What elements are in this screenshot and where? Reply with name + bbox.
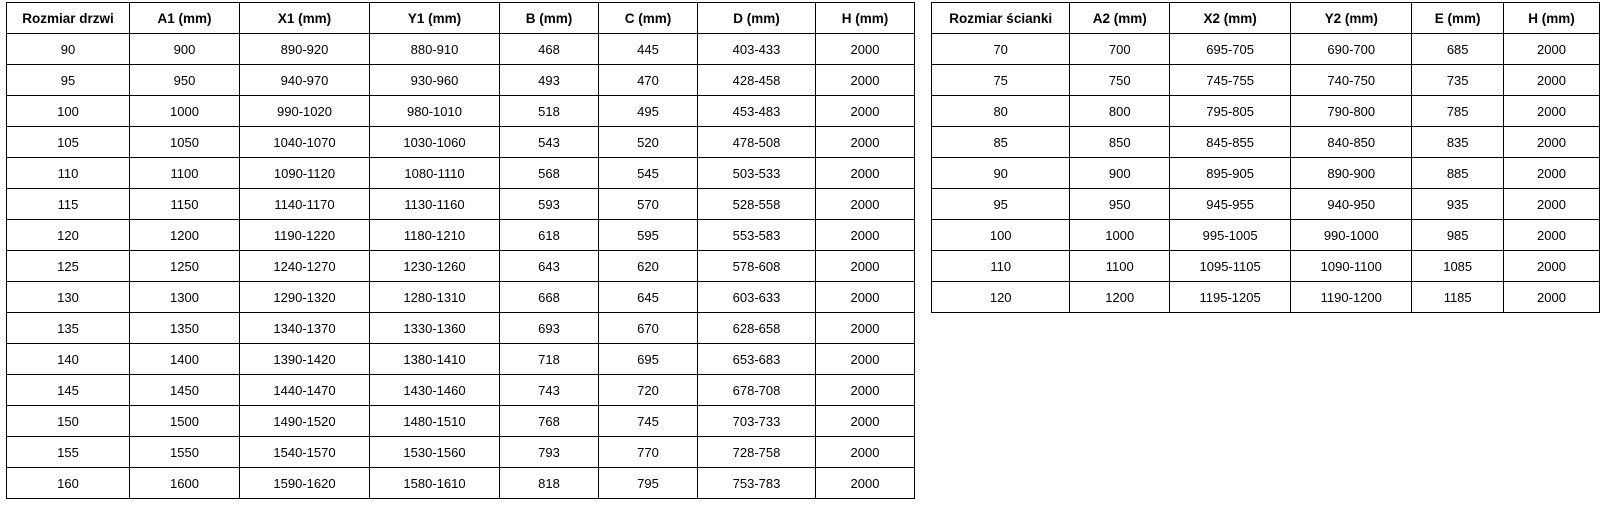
- table-row: [7, 158, 915, 189]
- table-cell: 743: [500, 375, 599, 406]
- table-cell: 1330-1360: [370, 313, 500, 344]
- table-cell: 90: [932, 158, 1070, 189]
- table-cell: 1500: [130, 406, 240, 437]
- table-cell: 125: [7, 251, 130, 282]
- table-cell: 1185: [1412, 282, 1504, 313]
- table-row: [7, 437, 915, 468]
- table-cell: 1440-1470: [240, 375, 370, 406]
- table-row: [7, 96, 915, 127]
- table-cell: 2000: [816, 344, 915, 375]
- table-cell: 1600: [130, 468, 240, 499]
- table-cell: 545: [599, 158, 698, 189]
- table-cell: 980-1010: [370, 96, 500, 127]
- table-cell: 818: [500, 468, 599, 499]
- walls-table-container: [931, 2, 1600, 313]
- column-header-x1: X1 (mm): [240, 3, 370, 34]
- table-cell: 1380-1410: [370, 344, 500, 375]
- table-cell: 2000: [1503, 158, 1599, 189]
- table-cell: 900: [130, 34, 240, 65]
- table-cell: 2000: [816, 437, 915, 468]
- table-row: [7, 375, 915, 406]
- table-cell: 985: [1412, 220, 1504, 251]
- table-cell: 935: [1412, 189, 1504, 220]
- table-cell: 445: [599, 34, 698, 65]
- walls-table-head: [932, 3, 1600, 34]
- table-cell: 745-755: [1170, 65, 1291, 96]
- table-cell: 568: [500, 158, 599, 189]
- table-cell: 1180-1210: [370, 220, 500, 251]
- table-cell: 1550: [130, 437, 240, 468]
- table-cell: 2000: [816, 96, 915, 127]
- table-cell: 2000: [1503, 282, 1599, 313]
- table-cell: 120: [7, 220, 130, 251]
- table-cell: 735: [1412, 65, 1504, 96]
- table-cell: 595: [599, 220, 698, 251]
- table-cell: 2000: [816, 34, 915, 65]
- table-row: [7, 313, 915, 344]
- table-row: [932, 65, 1600, 96]
- table-row: [932, 251, 1600, 282]
- table-cell: 940-970: [240, 65, 370, 96]
- table-cell: 700: [1070, 34, 1170, 65]
- column-header-y1: Y1 (mm): [370, 3, 500, 34]
- doors-table-container: [6, 2, 915, 499]
- table-cell: 645: [599, 282, 698, 313]
- table-row: [7, 282, 915, 313]
- column-header-b: B (mm): [500, 3, 599, 34]
- table-row: [932, 96, 1600, 127]
- table-cell: 885: [1412, 158, 1504, 189]
- table-cell: 1430-1460: [370, 375, 500, 406]
- table-cell: 85: [932, 127, 1070, 158]
- table-cell: 2000: [816, 282, 915, 313]
- column-header-x2: X2 (mm): [1170, 3, 1291, 34]
- table-cell: 95: [932, 189, 1070, 220]
- table-cell: 750: [1070, 65, 1170, 96]
- column-header-y2: Y2 (mm): [1291, 3, 1412, 34]
- table-cell: 1540-1570: [240, 437, 370, 468]
- table-cell: 495: [599, 96, 698, 127]
- table-cell: 1390-1420: [240, 344, 370, 375]
- table-cell: 740-750: [1291, 65, 1412, 96]
- table-cell: 160: [7, 468, 130, 499]
- table-cell: 1000: [130, 96, 240, 127]
- table-cell: 950: [1070, 189, 1170, 220]
- table-cell: 1340-1370: [240, 313, 370, 344]
- table-cell: 940-950: [1291, 189, 1412, 220]
- table-cell: 685: [1412, 34, 1504, 65]
- table-cell: 1490-1520: [240, 406, 370, 437]
- column-header-a1: A1 (mm): [130, 3, 240, 34]
- table-cell: 795: [599, 468, 698, 499]
- table-cell: 990-1020: [240, 96, 370, 127]
- table-cell: 2000: [816, 127, 915, 158]
- table-row: [7, 406, 915, 437]
- walls-dimensions-table: [931, 2, 1600, 313]
- table-cell: 945-955: [1170, 189, 1291, 220]
- table-cell: 1400: [130, 344, 240, 375]
- table-cell: 1190-1220: [240, 220, 370, 251]
- column-header-h: H (mm): [1503, 3, 1599, 34]
- table-cell: 1000: [1070, 220, 1170, 251]
- table-cell: 1040-1070: [240, 127, 370, 158]
- table-cell: 1480-1510: [370, 406, 500, 437]
- column-header-h: H (mm): [816, 3, 915, 34]
- table-cell: 1090-1120: [240, 158, 370, 189]
- table-cell: 1190-1200: [1291, 282, 1412, 313]
- table-cell: 845-855: [1170, 127, 1291, 158]
- table-cell: 2000: [816, 158, 915, 189]
- table-cell: 1100: [130, 158, 240, 189]
- table-cell: 518: [500, 96, 599, 127]
- table-cell: 693: [500, 313, 599, 344]
- table-cell: 503-533: [698, 158, 816, 189]
- table-cell: 618: [500, 220, 599, 251]
- table-cell: 1300: [130, 282, 240, 313]
- table-row: [7, 468, 915, 499]
- table-cell: 890-900: [1291, 158, 1412, 189]
- table-cell: 703-733: [698, 406, 816, 437]
- table-cell: 790-800: [1291, 96, 1412, 127]
- table-cell: 570: [599, 189, 698, 220]
- table-cell: 1200: [1070, 282, 1170, 313]
- table-cell: 1130-1160: [370, 189, 500, 220]
- table-cell: 493: [500, 65, 599, 96]
- table-cell: 995-1005: [1170, 220, 1291, 251]
- table-cell: 895-905: [1170, 158, 1291, 189]
- doors-table-head: [7, 3, 915, 34]
- table-cell: 1200: [130, 220, 240, 251]
- table-cell: 2000: [816, 406, 915, 437]
- table-cell: 653-683: [698, 344, 816, 375]
- table-cell: 520: [599, 127, 698, 158]
- table-cell: 2000: [1503, 251, 1599, 282]
- table-cell: 1090-1100: [1291, 251, 1412, 282]
- table-cell: 2000: [816, 468, 915, 499]
- table-cell: 695: [599, 344, 698, 375]
- table-cell: 690-700: [1291, 34, 1412, 65]
- table-row: [932, 127, 1600, 158]
- table-row: [7, 127, 915, 158]
- table-row: [7, 344, 915, 375]
- table-cell: 470: [599, 65, 698, 96]
- table-cell: 1450: [130, 375, 240, 406]
- column-header-a2: A2 (mm): [1070, 3, 1170, 34]
- table-cell: 110: [932, 251, 1070, 282]
- table-cell: 1590-1620: [240, 468, 370, 499]
- table-cell: 2000: [816, 189, 915, 220]
- column-header-e: E (mm): [1412, 3, 1504, 34]
- table-cell: 543: [500, 127, 599, 158]
- table-cell: 620: [599, 251, 698, 282]
- table-cell: 1095-1105: [1170, 251, 1291, 282]
- table-cell: 553-583: [698, 220, 816, 251]
- table-cell: 850: [1070, 127, 1170, 158]
- table-cell: 478-508: [698, 127, 816, 158]
- table-row: [7, 65, 915, 96]
- walls-table-body: [932, 34, 1600, 313]
- column-header-c: C (mm): [599, 3, 698, 34]
- table-cell: 890-920: [240, 34, 370, 65]
- table-cell: 70: [932, 34, 1070, 65]
- table-cell: 1350: [130, 313, 240, 344]
- table-cell: 528-558: [698, 189, 816, 220]
- table-row: [932, 220, 1600, 251]
- table-cell: 793: [500, 437, 599, 468]
- table-cell: 593: [500, 189, 599, 220]
- table-cell: 2000: [1503, 189, 1599, 220]
- table-cell: 718: [500, 344, 599, 375]
- table-cell: 135: [7, 313, 130, 344]
- table-cell: 155: [7, 437, 130, 468]
- table-cell: 603-633: [698, 282, 816, 313]
- table-cell: 643: [500, 251, 599, 282]
- table-cell: 745: [599, 406, 698, 437]
- table-cell: 1240-1270: [240, 251, 370, 282]
- table-cell: 1030-1060: [370, 127, 500, 158]
- table-cell: 1280-1310: [370, 282, 500, 313]
- table-cell: 1150: [130, 189, 240, 220]
- table-cell: 1080-1110: [370, 158, 500, 189]
- table-row: [932, 282, 1600, 313]
- table-cell: 1140-1170: [240, 189, 370, 220]
- table-cell: 115: [7, 189, 130, 220]
- table-cell: 2000: [816, 65, 915, 96]
- table-cell: 2000: [816, 375, 915, 406]
- table-cell: 2000: [1503, 127, 1599, 158]
- table-cell: 753-783: [698, 468, 816, 499]
- table-cell: 1085: [1412, 251, 1504, 282]
- table-cell: 90: [7, 34, 130, 65]
- table-cell: 950: [130, 65, 240, 96]
- table-cell: 2000: [1503, 34, 1599, 65]
- table-row: [7, 220, 915, 251]
- table-cell: 2000: [816, 313, 915, 344]
- doors-dimensions-table: [6, 2, 915, 499]
- table-cell: 120: [932, 282, 1070, 313]
- table-cell: 428-458: [698, 65, 816, 96]
- table-cell: 403-433: [698, 34, 816, 65]
- table-cell: 990-1000: [1291, 220, 1412, 251]
- table-cell: 770: [599, 437, 698, 468]
- table-cell: 880-910: [370, 34, 500, 65]
- table-cell: 840-850: [1291, 127, 1412, 158]
- table-cell: 2000: [1503, 96, 1599, 127]
- table-cell: 1530-1560: [370, 437, 500, 468]
- table-cell: 1580-1610: [370, 468, 500, 499]
- table-cell: 130: [7, 282, 130, 313]
- table-cell: 900: [1070, 158, 1170, 189]
- table-row: [7, 189, 915, 220]
- table-cell: 678-708: [698, 375, 816, 406]
- table-cell: 95: [7, 65, 130, 96]
- table-cell: 695-705: [1170, 34, 1291, 65]
- table-cell: 2000: [1503, 65, 1599, 96]
- table-row: [932, 34, 1600, 65]
- table-cell: 80: [932, 96, 1070, 127]
- table-cell: 930-960: [370, 65, 500, 96]
- table-cell: 668: [500, 282, 599, 313]
- table-cell: 1050: [130, 127, 240, 158]
- table-row: [7, 34, 915, 65]
- table-cell: 150: [7, 406, 130, 437]
- table-cell: 100: [932, 220, 1070, 251]
- column-header-d: D (mm): [698, 3, 816, 34]
- table-cell: 2000: [1503, 220, 1599, 251]
- table-cell: 628-658: [698, 313, 816, 344]
- table-cell: 720: [599, 375, 698, 406]
- table-cell: 453-483: [698, 96, 816, 127]
- table-cell: 768: [500, 406, 599, 437]
- table-cell: 835: [1412, 127, 1504, 158]
- table-cell: 670: [599, 313, 698, 344]
- table-cell: 1230-1260: [370, 251, 500, 282]
- table-row: [932, 189, 1600, 220]
- table-cell: 1195-1205: [1170, 282, 1291, 313]
- table-cell: 110: [7, 158, 130, 189]
- table-cell: 100: [7, 96, 130, 127]
- table-row: [7, 251, 915, 282]
- table-header-row: [7, 3, 915, 34]
- table-header-row: [932, 3, 1600, 34]
- doors-table-body: [7, 34, 915, 499]
- table-cell: 578-608: [698, 251, 816, 282]
- table-cell: 1290-1320: [240, 282, 370, 313]
- table-cell: 795-805: [1170, 96, 1291, 127]
- table-cell: 800: [1070, 96, 1170, 127]
- table-cell: 1100: [1070, 251, 1170, 282]
- table-cell: 140: [7, 344, 130, 375]
- column-header-rozmiar-scianki: Rozmiar ścianki: [932, 3, 1070, 34]
- table-cell: 75: [932, 65, 1070, 96]
- table-cell: 728-758: [698, 437, 816, 468]
- column-header-rozmiar-drzwi: Rozmiar drzwi: [7, 3, 130, 34]
- table-cell: 105: [7, 127, 130, 158]
- table-cell: 1250: [130, 251, 240, 282]
- table-cell: 2000: [816, 251, 915, 282]
- table-row: [932, 158, 1600, 189]
- table-cell: 2000: [816, 220, 915, 251]
- table-cell: 785: [1412, 96, 1504, 127]
- table-cell: 468: [500, 34, 599, 65]
- table-cell: 145: [7, 375, 130, 406]
